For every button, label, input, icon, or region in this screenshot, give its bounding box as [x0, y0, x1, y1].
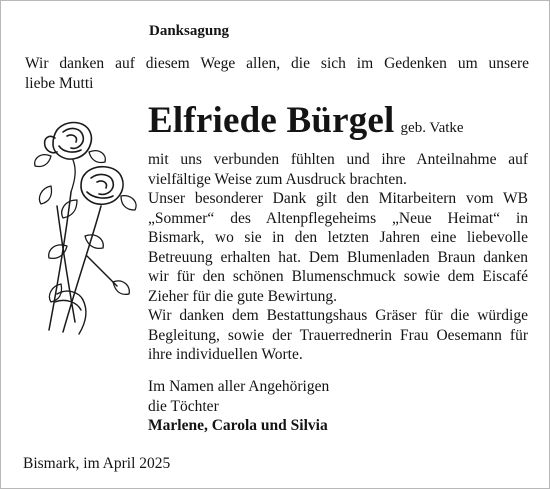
- body-text: [148, 150, 528, 365]
- intro-line-2: liebe Mutti: [25, 74, 94, 92]
- deceased-name: Elfriede Bürgel: [148, 100, 395, 141]
- place-date: Bismark, im April 2025: [23, 455, 171, 472]
- deceased-name-row: [148, 99, 464, 143]
- intro-text: [25, 54, 529, 93]
- paragraph-special-thanks: Unser besonderer Dank gilt den Mitarbeitern vom WB „Sommer“ des Altenpflegeheims „Neue Heimat“ in Bismark, wo sie in den letzten Jahren eine liebevolle Betreuung erhalten hat. Dem Blumenladen Braun danken wir für den schönen Blumenschmuck sowie dem Eiscafé Zieher für die gute Bewirtung.: [148, 190, 528, 305]
- intro-line-1: Wir danken auf diesem Wege allen, die sich im Gedenken um unsere: [25, 55, 529, 72]
- signoff: [148, 377, 329, 436]
- paragraph-funeral-thanks: Wir danken dem Bestattungshaus Gräser für die würdige Begleitung, sowie der Trauerrednerin Frau Oesemann für ihre individuellen Worte.: [148, 307, 528, 364]
- maiden-name: geb. Vatke: [400, 120, 464, 136]
- paragraph-participation: mit uns verbunden fühlten und ihre Anteilnahme auf vielfältige Weise zum Ausdruck brachten.: [148, 151, 528, 188]
- signoff-line-2: die Töchter: [148, 397, 219, 415]
- notice-heading: Danksagung: [149, 23, 230, 39]
- signoff-names: Marlene, Carola und Silvia: [148, 417, 328, 434]
- signoff-line-1: Im Namen aller Angehörigen: [148, 378, 330, 395]
- rose-bouquet-icon: [27, 116, 145, 341]
